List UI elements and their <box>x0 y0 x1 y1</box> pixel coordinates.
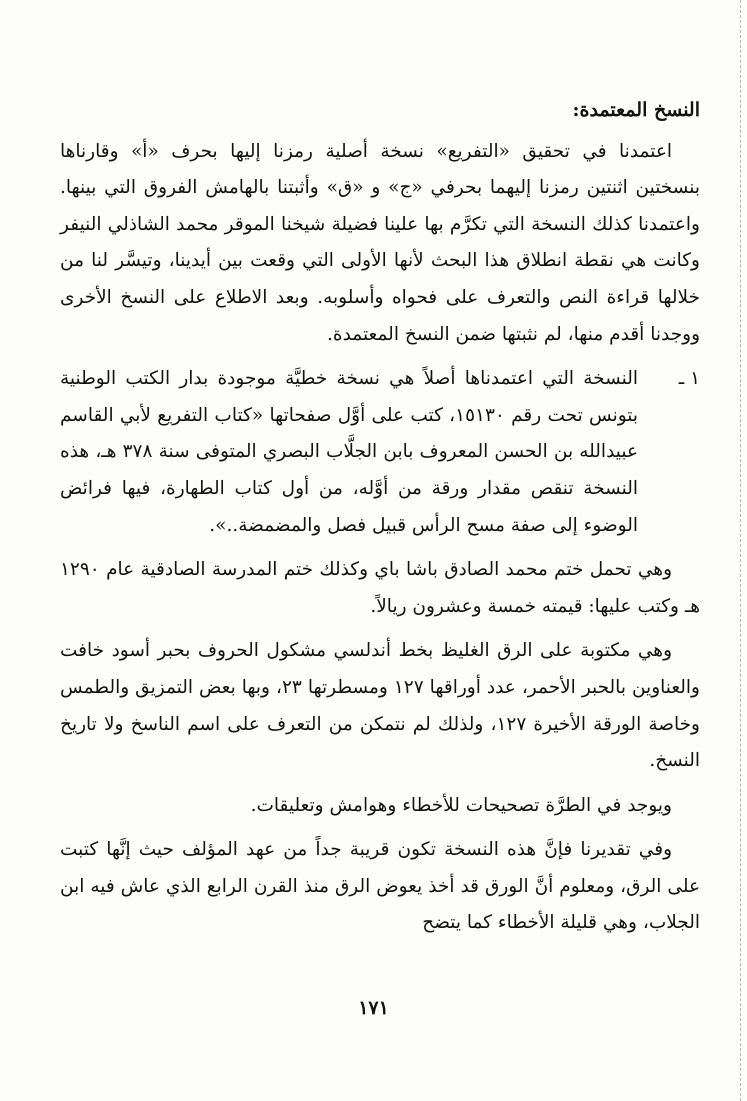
section-heading: النسخ المعتمدة: <box>572 99 700 121</box>
list-item-text: النسخة التي اعتمدناها أصلاً هي نسخة خطيَّة موجودة بدار الكتب الوطنية بتونس تحت رقم ١٥١٣٠، كتب على أوَّل صفحاتها «كتاب التفريع لأبي القاسم عبيدالله بن الحسن المعروف بابن الجلَّاب البصري المتوفى سنة ٣٧٨ هـ، هذه النسخة تنقص مقدار ورقة من أوَّله، من أول كتاب الطهارة، فيها فرائض الوضوء إلى صفة مسح الرأس قبيل فصل والمضمضة..». <box>60 368 639 536</box>
page-text <box>60 92 700 950</box>
list-item-number: ١ ـ <box>678 368 700 390</box>
list-item <box>60 361 700 544</box>
margin-notes-paragraph: ويوجد في الطرَّة تصحيحات للأخطاء وهوامش وتعليقات. <box>250 794 672 816</box>
page-edge <box>740 0 747 1101</box>
estimation-paragraph: وفي تقديرنا فإنَّ هذه النسخة تكون قريبة جداً من عهد المؤلف حيث إنَّها كتبت على الرق، ومعلوم أنَّ الورق قد أخذ يعوض الرق منذ القرن الرابع الذي عاش فيه ابن الجلاب، وهي قليلة الأخطاء كما يتضح <box>60 839 700 934</box>
intro-paragraph: اعتمدنا في تحقيق «التفريع» نسخة أصلية رمزنا إليها بحرف «أ» وقارناها بنسختين اثنتين رمزنا إليهما بحرفي «ج» و «ق» وأثبتنا بالهامش الفروق التي بينها. واعتمدنا كذلك النسخة التي تكرَّم بها علينا فضيلة شيخنا الموقر محمد الشاذلي النيفر وكانت هي نقطة انطلاق هذا البحث لأنها الأولى التي وقعت بين أيدينا، وتيسَّر لنا من خلالها قراءة النص والتعرف على فحواه وأسلوبه. وبعد الاطلاع على النسخ الأخرى ووجدنا أقدم منها، لم نثبتها ضمن النسخ المعتمدة. <box>60 140 700 345</box>
description-paragraph: وهي مكتوبة على الرق الغليظ بخط أندلسي مشكول الحروف بحبر أسود خافت والعناوين بالحبر الأحمر، عدد أوراقها ١٢٧ ومسطرتها ٢٣، وبها بعض التمزيق والطمس وخاصة الورقة الأخيرة ١٢٧، ولذلك لم نتمكن من التعرف على اسم الناسخ ولا تاريخ النسخ. <box>60 640 700 772</box>
page-number: ١٧١ <box>358 997 389 1019</box>
seal-paragraph: وهي تحمل ختم محمد الصادق باشا باي وكذلك ختم المدرسة الصادقية عام ١٢٩٠ هـ وكتب عليها: قيمته خمسة وعشرون ريالاً. <box>60 559 700 617</box>
